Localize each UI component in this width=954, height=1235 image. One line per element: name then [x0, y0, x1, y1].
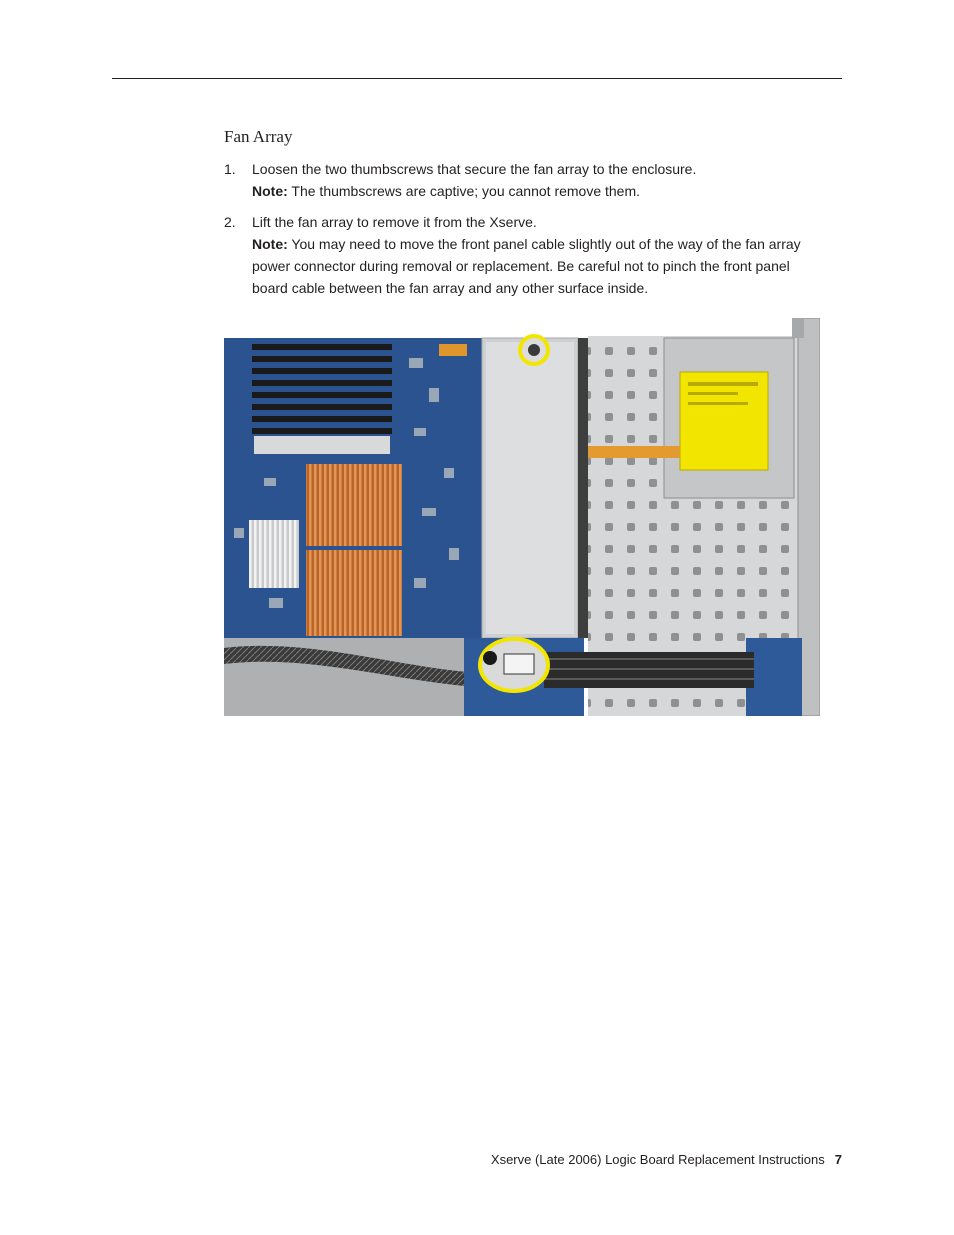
- note-text: The thumbscrews are captive; you cannot remove them.: [287, 183, 641, 199]
- step-2: [224, 211, 824, 299]
- note-label: Note:: [252, 183, 288, 199]
- note-text: You may need to move the front panel cable slightly out of the way of the fan array power connector during removal or replacement. Be careful not to pinch the front panel board cable between the fan array and any other surface inside.: [252, 236, 801, 296]
- front-panel-board: [746, 638, 802, 716]
- xserve-interior-photo: [224, 318, 820, 716]
- heatsink-upper: [306, 464, 402, 546]
- bay-divider: [578, 338, 588, 638]
- drive-label: [680, 372, 768, 470]
- step-note: [252, 180, 824, 202]
- thumbscrew-callout: [520, 336, 548, 364]
- step-note: [252, 233, 824, 299]
- step-number: 1.: [224, 161, 236, 177]
- note-label: Note:: [252, 236, 288, 252]
- power-connector-callout: [480, 639, 548, 691]
- connector: [439, 344, 467, 356]
- ribbon-cable: [588, 446, 680, 458]
- step-text: Lift the fan array to remove it from the Xserve.: [252, 214, 537, 230]
- heatsink-lower: [306, 550, 402, 636]
- footer-title: Xserve (Late 2006) Logic Board Replacement Instructions: [490, 1152, 825, 1167]
- step-text: Loosen the two thumbscrews that secure the fan array to the enclosure.: [252, 161, 697, 177]
- header-rule: [112, 78, 842, 79]
- instruction-steps: [224, 158, 824, 308]
- page-footer: [491, 1152, 842, 1167]
- page-number: 7: [834, 1152, 842, 1167]
- step-1: [224, 158, 824, 202]
- step-number: 2.: [224, 214, 236, 230]
- section-title: Fan Array: [224, 127, 293, 146]
- chipset-heatsink: [249, 520, 299, 588]
